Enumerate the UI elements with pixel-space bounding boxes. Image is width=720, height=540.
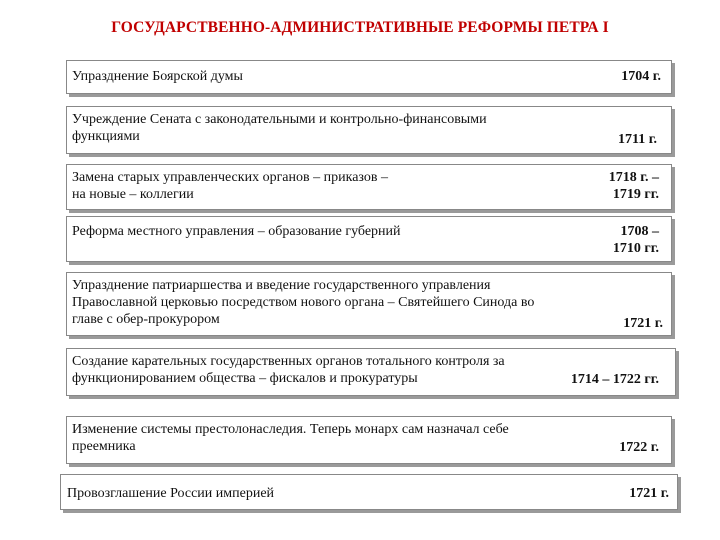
reform-year: 1722 г. [619, 440, 659, 455]
reform-year: 1721 г. [629, 486, 669, 501]
reform-text: Замена старых управленческих органов – приказов – на новые – коллегии [72, 170, 388, 202]
reform-card-succession [66, 416, 672, 464]
reform-text: Реформа местного управления – образование губерний [72, 224, 401, 239]
reform-card-synod [66, 272, 672, 336]
page-title: ГОСУДАРСТВЕННО-АДМИНИСТРАТИВНЫЕ РЕФОРМЫ ПЕТРА I [111, 19, 609, 36]
reform-year: 1718 г. – 1719 гг. [608, 170, 659, 202]
reform-text: Учреждение Сената с законодательными и контрольно-финансовыми функциями [72, 112, 487, 144]
reform-text: Провозглашение России империей [67, 486, 275, 501]
reform-year: 1711 г. [617, 132, 657, 147]
reform-card-fiscals [66, 348, 676, 396]
reform-text: Изменение системы престолонаследия. Теперь монарх сам назначал себе преемника [72, 422, 509, 454]
reform-year: 1708 – 1710 гг. [612, 224, 659, 256]
reform-year: 1714 – 1722 гг. [570, 372, 659, 387]
reform-year: 1704 г. [621, 69, 661, 84]
reform-card-senate [66, 106, 672, 154]
reform-card-boyar-duma [66, 60, 672, 94]
reform-text: Упразднение Боярской думы [72, 69, 243, 84]
reform-card-empire [60, 474, 678, 510]
reform-year: 1721 г. [623, 316, 663, 331]
reform-card-guberniya [66, 216, 672, 262]
reform-card-collegia [66, 164, 672, 210]
reform-text: Упразднение патриаршества и введение государственного управления Православной церковью посредством нового органа – Святейшего Синода во главе с обер-прокурором [72, 278, 535, 327]
reform-text: Создание карательных государственных органов тотального контроля за функционированием общества – фискалов и прокуратуры [72, 354, 505, 386]
